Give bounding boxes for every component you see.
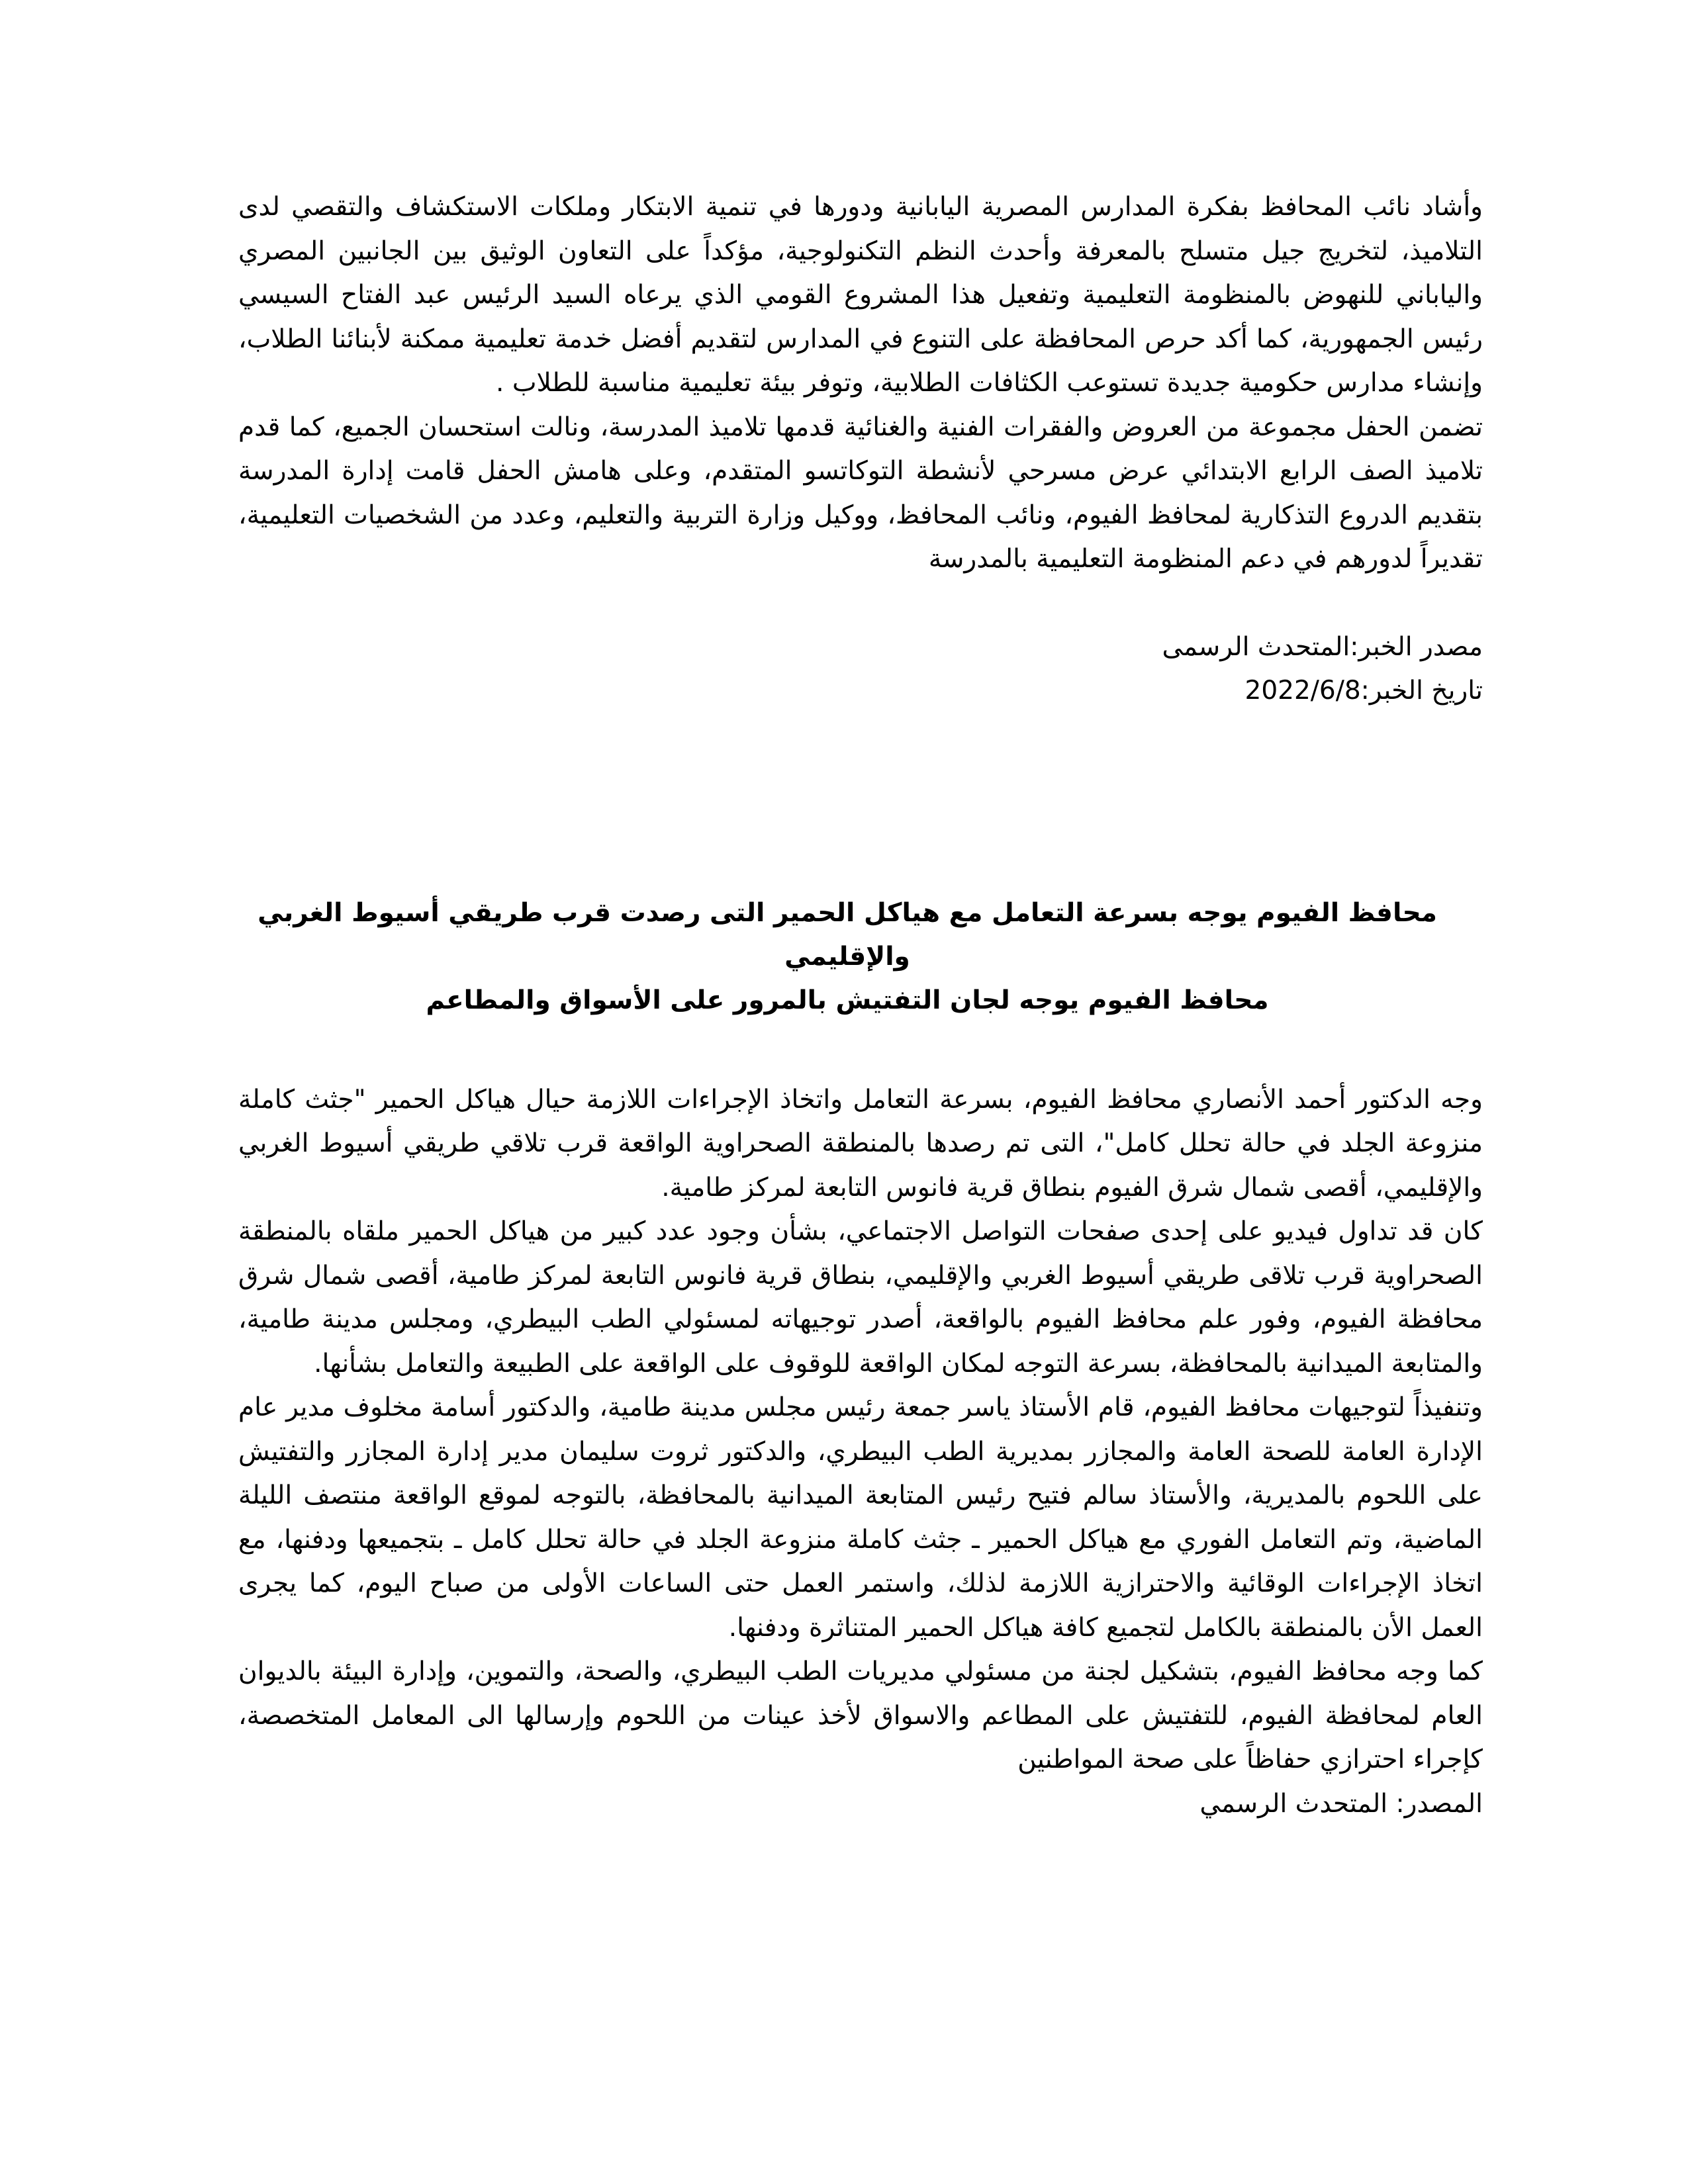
article-2-paragraph-1: وجه الدكتور أحمد الأنصاري محافظ الفيوم، بسرعة التعامل واتخاذ الإجراءات اللازمة حيال هياكل الحمير "جثث كاملة منزوعة الجلد في حالة تحلل كامل"، التى تم رصدها بالمنطقة الصحراوية الواقعة قرب تلاقي طريقي أسيوط الغربي والإقليمي، أقصى شمال شرق الفيوم بنطاق قرية فانوس التابعة لمركز طامية.: [238, 1084, 1483, 1203]
article-2-paragraph-4: كما وجه محافظ الفيوم، بتشكيل لجنة من مسئولي مديريات الطب البيطري، والصحة، والتموين، وإدارة البيئة بالديوان العام لمحافظة الفيوم، للتفتيش على المطاعم والاسواق لأخذ عينات من اللحوم وإرسالها الى المعامل المتخصصة، كإجراء احترازي حفاظاً على صحة المواطنين: [238, 1657, 1483, 1774]
article-2: [238, 891, 1483, 1826]
article-2-headline-1: محافظ الفيوم يوجه بسرعة التعامل مع هياكل الحمير التى رصدت قرب طريقي أسيوط الغربي والإقليمي: [258, 897, 1437, 972]
article-2-paragraph-3: وتنفيذاً لتوجيهات محافظ الفيوم، قام الأستاذ ياسر جمعة رئيس مجلس مدينة طامية، والدكتور أسامة مخلوف مدير عام الإدارة العامة للصحة العامة والمجازر بمديرية الطب البيطري، والدكتور ثروت سليمان مدير إدارة المجازر والتفتيش على اللحوم بالمديرية، والأستاذ سالم فتيح رئيس المتابعة الميدانية بالمحافظة، بالتوجه لموقع الواقعة منتصف الليلة الماضية، وتم التعامل الفوري مع هياكل الحمير ـ جثث كاملة منزوعة الجلد في حالة تحلل كامل ـ بتجميعها ودفنها، مع اتخاذ الإجراءات الوقائية والاحترازية اللازمة لذلك، واستمر العمل حتى الساعات الأولى من صباح اليوم، كما يجرى العمل الأن بالمنطقة بالكامل لتجميع كافة هياكل الحمير المتناثرة ودفنها.: [238, 1392, 1483, 1643]
article-1: [238, 185, 1483, 713]
article-1-paragraph-2: تضمن الحفل مجموعة من العروض والفقرات الفنية والغنائية قدمها تلاميذ المدرسة، ونالت استحسان الجميع، كما قدم تلاميذ الصف الرابع الابتدائي عرض مسرحي لأنشطة التوكاتسو المتقدم، وعلى هامش الحفل قامت إدارة المدرسة بتقديم الدروع التذكارية لمحافظ الفيوم، ونائب المحافظ، ووكيل وزارة التربية والتعليم، وعدد من الشخصيات التعليمية، تقديراً لدورهم في دعم المنظومة التعليمية بالمدرسة: [238, 412, 1483, 574]
article-2-paragraph-2: كان قد تداول فيديو على إحدى صفحات التواصل الاجتماعي، بشأن وجود عدد كبير من هياكل الحمير ملقاه بالمنطقة الصحراوية قرب تلاقى طريقي أسيوط الغربي والإقليمي، بنطاق قرية فانوس التابعة لمركز طامية، أقصى شمال شرق محافظة الفيوم، وفور علم محافظ الفيوم بالواقعة، أصدر توجيهاته لمسئولي الطب البيطري، ومجلس مدينة طامية، والمتابعة الميدانية بالمحافظة، بسرعة التوجه لمكان الواقعة للوقوف على الواقعة على الطبيعة والتعامل بشأنها.: [238, 1216, 1483, 1379]
news-date-line: تاريخ الخبر:2022/6/8: [1244, 675, 1483, 705]
article-2-source-line: المصدر: المتحدث الرسمي: [1199, 1788, 1483, 1819]
article-2-headline-2: محافظ الفيوم يوجه لجان التفتيش بالمرور على الأسواق والمطاعم: [426, 985, 1269, 1015]
document-page: [238, 185, 1483, 1826]
news-source-line: مصدر الخبر:المتحدث الرسمى: [1162, 631, 1483, 662]
article-1-paragraph-1: وأشاد نائب المحافظ بفكرة المدارس المصرية اليابانية ودورها في تنمية الابتكار وملكات الاستكشاف والتقصي لدى التلاميذ، لتخريج جيل متسلح بالمعرفة وأحدث النظم التكنولوجية، مؤكداً على التعاون الوثيق بين الجانبين المصري والياباني للنهوض بالمنظومة التعليمية وتفعيل هذا المشروع القومي الذي يرعاه السيد الرئيس عبد الفتاح السيسي رئيس الجمهورية، كما أكد حرص المحافظة على التنوع في المدارس لتقديم أفضل خدمة تعليمية ممكنة لأبنائنا الطلاب، وإنشاء مدارس حكومية جديدة تستوعب الكثافات الطلابية، وتوفر بيئة تعليمية مناسبة للطلاب .: [238, 192, 1483, 398]
